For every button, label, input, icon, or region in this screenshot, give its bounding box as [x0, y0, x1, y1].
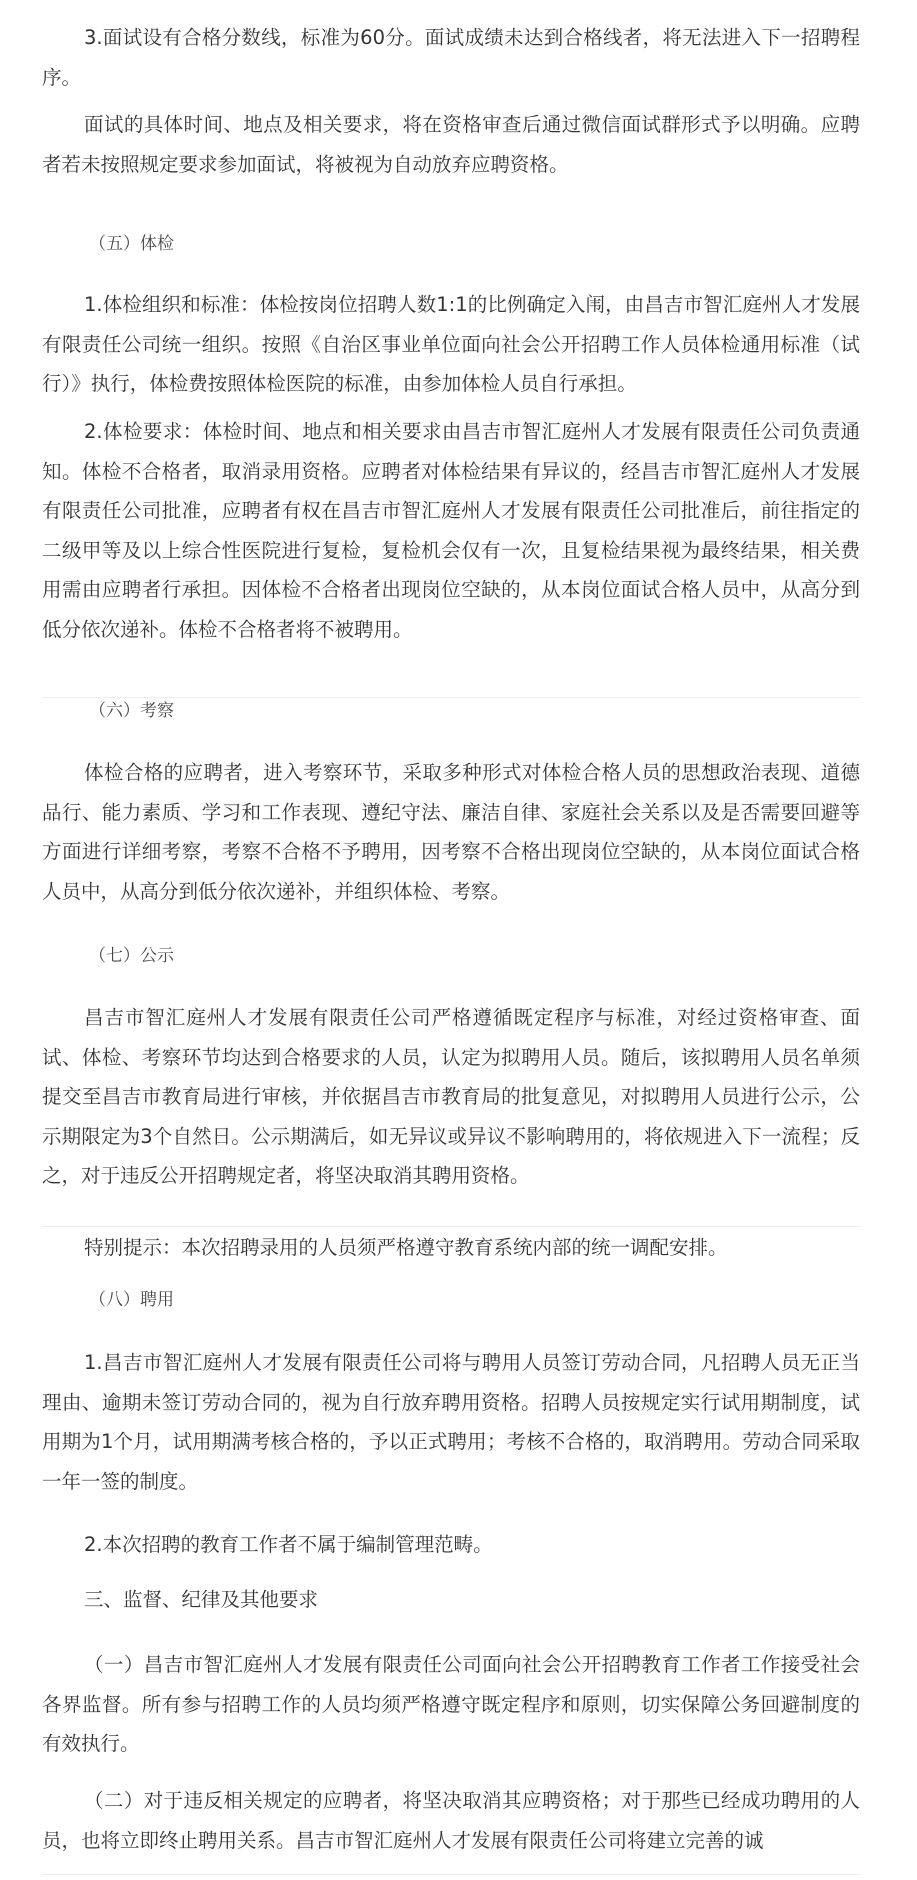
section-heading-supervision: 三、监督、纪律及其他要求 [84, 1588, 319, 1611]
paragraph-medical-exam-requirements: 2.体检要求：体检时间、地点和相关要求由昌吉市智汇庭州人才发展有限责任公司负责通知。体检不合格者，取消录用资格。应聘者对体检结果有异议的，经昌吉市智汇庭州人才发展有限责任公司批准，应聘者有权在昌吉市智汇庭州人才发展有限责任公司批准后，前往指定的二级甲等及以上综合性医院进行复检，复检机会仅有一次，且复检结果视为最终结果，相关费用需由应聘者行承担。因体检不合格者出现岗位空缺的，从本岗位面试合格人员中，从高分到低分依次递补。体检不合格者将不被聘用。 [42, 420, 860, 641]
heading-medical-exam: （五）体检 [89, 234, 174, 254]
paragraph-violation-handling: （二）对于违反相关规定的应聘者，将坚决取消其应聘资格；对于那些已经成功聘用的人员，也将立即终止聘用关系。昌吉市智汇庭州人才发展有限责任公司将建立完善的诚 [42, 1789, 860, 1852]
paragraph-interview-passing-score: 3.面试设有合格分数线，标准为60分。面试成绩未达到合格线者，将无法进入下一招聘程序。 [42, 26, 860, 89]
paragraph-publicity: 昌吉市智汇庭州人才发展有限责任公司严格遵循既定程序与标准，对经过资格审查、面试、体检、考察环节均达到合格要求的人员，认定为拟聘用人员。随后，该拟聘用人员名单须提交至昌吉市教育局进行审核，并依据昌吉市教育局的批复意见，对拟聘用人员进行公示，公示期限定为3个自然日。公示期满后，如无异议或异议不影响聘用的，将依规进入下一流程；反之，对于违反公开招聘规定者，将坚决取消其聘用资格。 [42, 1006, 860, 1187]
heading-publicity: （七）公示 [89, 946, 174, 966]
paragraph-inspection: 体检合格的应聘者，进入考察环节，采取多种形式对体检合格人员的思想政治表现、道德品行、能力素质、学习和工作表现、遵纪守法、廉洁自律、家庭社会关系以及是否需要回避等方面进行详细考察，考察不合格不予聘用，因考察不合格出现岗位空缺的，从本岗位面试合格人员中，从高分到低分依次递补，并组织体检、考察。 [42, 761, 860, 903]
paragraph-medical-exam-standard: 1.体检组织和标准：体检按岗位招聘人数1:1的比例确定入闱，由昌吉市智汇庭州人才发展有限责任公司统一组织。按照《自治区事业单位面向社会公开招聘工作人员体检通用标准（试行）》执行，体检费按照体检医院的标准，由参加体检人员自行承担。 [42, 293, 860, 395]
divider [42, 1874, 860, 1875]
heading-employment: （八）聘用 [89, 1290, 174, 1310]
paragraph-labor-contract: 1.昌吉市智汇庭州人才发展有限责任公司将与聘用人员签订劳动合同，凡招聘人员无正当理由、逾期未签订劳动合同的，视为自行放弃聘用资格。招聘人员按规定实行试用期制度，试用期为1个月，试用期满考核合格的，予以正式聘用；考核不合格的，取消聘用。劳动合同采取一年一签的制度。 [42, 1351, 860, 1493]
paragraph-staffing-note: 2.本次招聘的教育工作者不属于编制管理范畴。 [84, 1533, 493, 1556]
paragraph-special-notice: 特别提示：本次招聘录用的人员须严格遵守教育系统内部的统一调配安排。 [84, 1236, 728, 1259]
heading-inspection: （六）考察 [89, 701, 174, 721]
paragraph-public-supervision: （一）昌吉市智汇庭州人才发展有限责任公司面向社会公开招聘教育工作者工作接受社会各界监督。所有参与招聘工作的人员均须严格遵守既定程序和原则，切实保障公务回避制度的有效执行。 [42, 1653, 860, 1755]
paragraph-interview-arrangement: 面试的具体时间、地点及相关要求，将在资格审查后通过微信面试群形式予以明确。应聘者若未按照规定要求参加面试，将被视为自动放弃应聘资格。 [42, 113, 860, 176]
divider [42, 697, 860, 698]
divider [42, 1226, 860, 1227]
